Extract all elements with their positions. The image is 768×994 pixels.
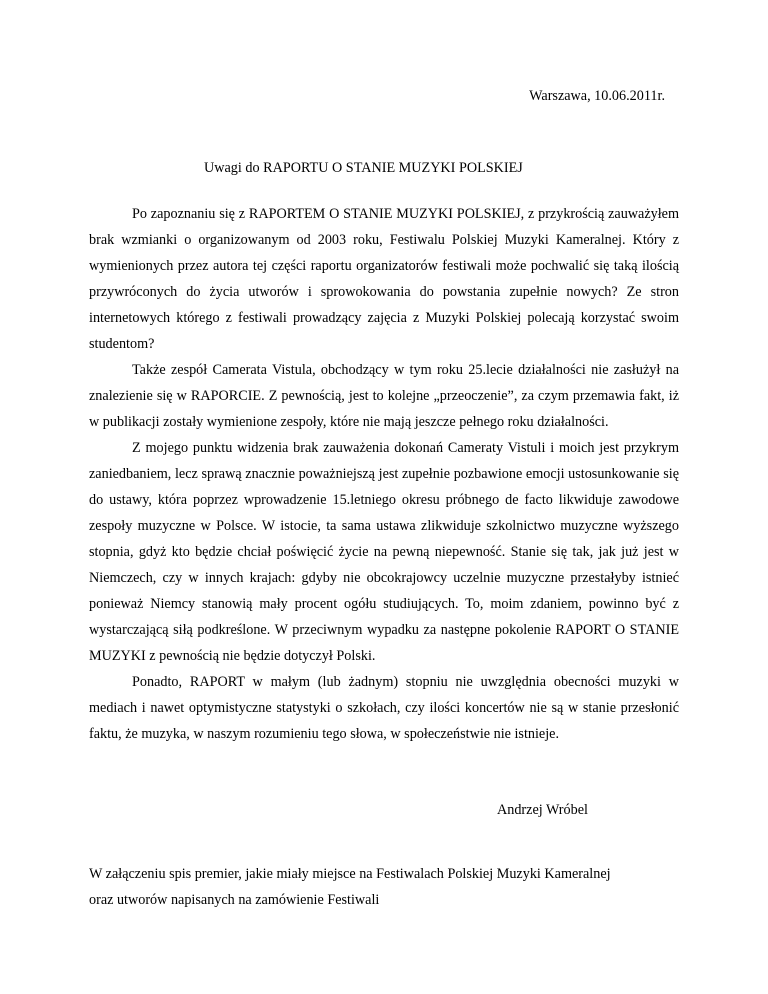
attachment-line-1: W załączeniu spis premier, jakie miały miejsce na Festiwalach Polskiej Muzyki Kameralnej	[89, 866, 611, 882]
letter-date: Warszawa, 10.06.2011r.	[529, 88, 665, 104]
letter-body	[89, 201, 679, 747]
body-paragraph-3: Z mojego punktu widzenia brak zauważenia dokonań Cameraty Vistuli i moich jest przykrym zaniedbaniem, lecz sprawą znacznie poważniejszą jest zupełnie pozbawione emocji ustosunkowanie się do ustawy, która poprzez wprowadzenie 15.letniego okresu próbnego de facto likwiduje zawodowe zespoły muzyczne w Polsce. W istocie, ta sama ustawa zlikwiduje szkolnictwo muzyczne wyższego stopnia, gdyż kto będzie chciał poświęcić życie na pewną niepewność. Stanie się tak, jak już jest w Niemczech, czy w innych krajach: gdyby nie obcokrajowcy uczelnie muzyczne przestałyby istnieć ponieważ Niemcy stanowią mały procent ogółu studiujących. To, moim zdaniem, powinno być z wystarczającą siłą podkreślone. W przeciwnym wypadku za następne pokolenie RAPORT O STANIE MUZYKI z pewnością nie będzie dotyczył Polski.	[89, 440, 679, 664]
attachment-line-2: oraz utworów napisanych na zamówienie Festiwali	[89, 892, 380, 908]
letter-title: Uwagi do RAPORTU O STANIE MUZYKI POLSKIEJ	[204, 160, 523, 176]
body-paragraph-4: Ponadto, RAPORT w małym (lub żadnym) stopniu nie uwzględnia obecności muzyki w mediach i nawet optymistyczne statystyki o szkołach, czy ilości koncertów nie są w stanie przesłonić faktu, że muzyka, w naszym rozumieniu tego słowa, w społeczeństwie nie istnieje.	[89, 674, 679, 742]
attachment-note	[89, 861, 689, 913]
body-paragraph-1: Po zapoznaniu się z RAPORTEM O STANIE MUZYKI POLSKIEJ, z przykrością zauważyłem brak wzmianki o organizowanym od 2003 roku, Festiwalu Polskiej Muzyki Kameralnej. Który z wymienionych przez autora tej części raportu organizatorów festiwali może pochwalić się taką ilością przywróconych do życia utworów i sprowokowania do powstania zupełnie nowych? Ze stron internetowych którego z festiwali prowadzący zajęcia z Muzyki Polskiej polecają korzystać swoim studentom?	[89, 206, 679, 352]
signature-name: Andrzej Wróbel	[497, 802, 588, 818]
body-paragraph-2: Także zespół Camerata Vistula, obchodzący w tym roku 25.lecie działalności nie zasłużył na znalezienie się w RAPORCIE. Z pewnością, jest to kolejne „przeoczenie”, za czym przemawia fakt, iż w publikacji zostały wymienione zespoły, które nie mają jeszcze pełnego roku działalności.	[89, 362, 679, 430]
